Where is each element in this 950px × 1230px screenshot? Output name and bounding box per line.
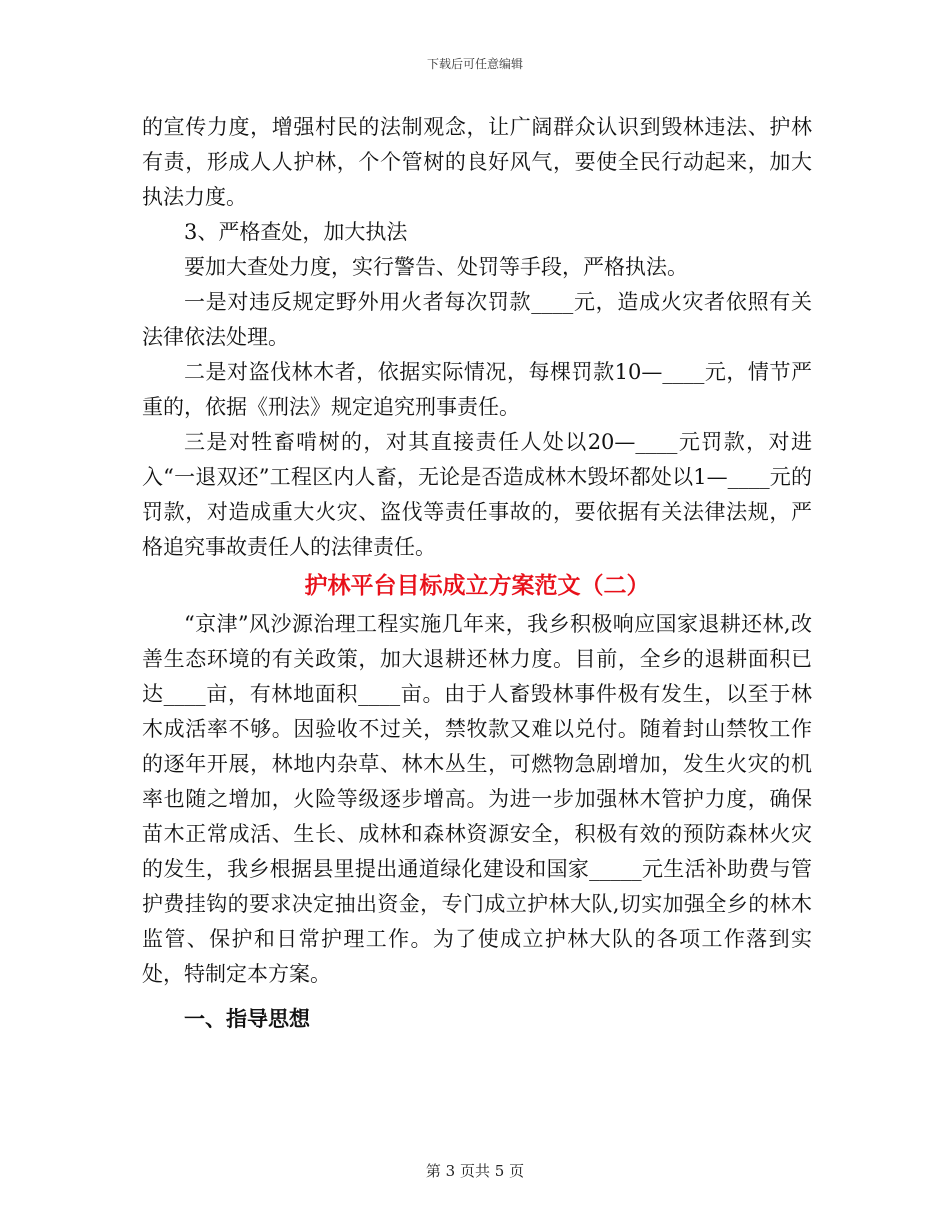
header-note: 下载后可任意编辑: [426, 57, 523, 71]
heading-guiding-ideology: 一、指导思想: [184, 1007, 310, 1031]
section-title: 护林平台目标成立方案范文（二）: [304, 573, 650, 599]
paragraph-logging-penalty: 二是对盗伐林木者，依据实际情况，每棵罚款10—____元，情节严重的，依据《刑法》规定追究刑事责任。: [142, 360, 812, 419]
paragraph-publicity: 的宣传力度，增强村民的法制观念，让广阔群众认识到毁林违法、护林有责，形成人人护林，个个管树的良好风气，要使全民行动起来，加大执法力度。: [142, 115, 812, 209]
paragraph-livestock-penalty: 三是对牲畜啃树的，对其直接责任人处以20—____元罚款，对进入“一退双还”工程区内人畜，无论是否造成林木毁坏都处以1—____元的罚款，对造成重大火灾、盗伐等责任事故的，要依据有关法律法规，严格追究事故责任人的法律责任。: [142, 430, 812, 559]
paragraph-background: “京津”风沙源治理工程实施几年来，我乡积极响应国家退耕还林,改善生态环境的有关政策，加大退耕还林力度。目前，全乡的退耕面积已达____亩，有林地面积____亩。由于人畜毁林事件极有发生，以至于林木成活率不够。因验收不过关，禁牧款又难以兑付。随着封山禁牧工作的逐年开展，林地内杂草、林木丛生，可燃物急剧增加，发生火灾的机率也随之增加，火险等级逐步增高。为进一步加强林木管护力度，确保苗木正常成活、生长、成林和森林资源安全，积极有效的预防森林火灾的发生，我乡根据县里提出通道绿化建设和国家_____元生活补助费与管护费挂钩的要求决定抽出资金，专门成立护林大队,切实加强全乡的林木监管、保护和日常护理工作。为了使成立护林大队的各项工作落到实处，特制定本方案。: [142, 612, 812, 986]
document-body: [142, 110, 812, 1037]
paragraph-enforcement-intro: 要加大查处力度，实行警告、处罚等手段，严格执法。: [184, 255, 688, 279]
page-number: 第 3 页共 5 页: [425, 1162, 525, 1180]
paragraph-fire-penalty: 一是对违反规定野外用火者每次罚款____元，造成火灾者依照有关法律依法处理。: [142, 290, 812, 349]
heading-strict-enforcement: 3、严格查处，加大执法: [184, 220, 408, 244]
